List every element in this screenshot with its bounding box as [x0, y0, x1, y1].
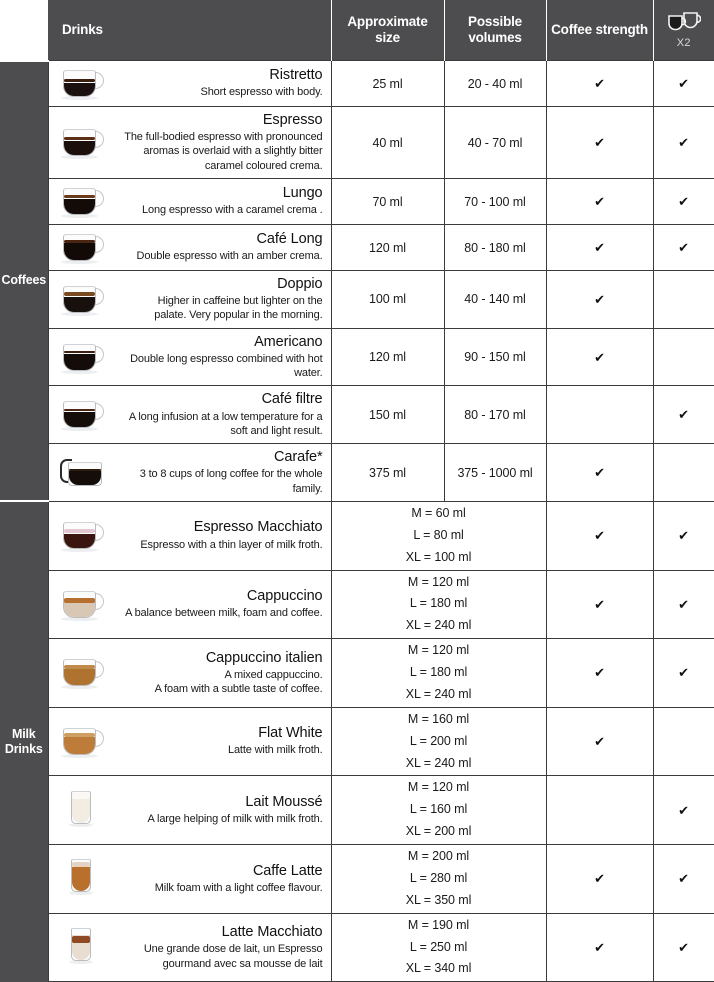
drink-image-cell: [48, 501, 118, 570]
drink-volume-line: XL = 240 ml: [405, 755, 472, 770]
checkmark-icon: ✔: [678, 195, 689, 211]
double-shot-cell: [653, 61, 714, 107]
drink-cup-illustration: [60, 279, 106, 317]
double-shot-cell: [653, 776, 714, 845]
drink-name: Flat White: [258, 725, 323, 742]
drink-approximate-size-cell: 70 ml: [331, 179, 444, 225]
coffee-strength-cell: [546, 707, 653, 776]
header-drinks: Drinks: [48, 0, 331, 61]
cup-liquid: [64, 83, 95, 96]
drink-name: Doppio: [277, 276, 323, 293]
checkmark-icon: ✔: [678, 77, 689, 92]
cup-crema: [72, 936, 90, 943]
drink-volume-line: L = 180 ml: [409, 665, 468, 680]
cup-liquid: [64, 601, 95, 617]
checkmark-icon: ✔: [678, 666, 689, 682]
double-shot-cell: [653, 570, 714, 639]
cup-crema: [72, 862, 90, 867]
table-body: [0, 61, 714, 982]
checkmark-icon: ✔: [594, 735, 605, 751]
drink-name: Ristretto: [269, 67, 323, 84]
cup-liquid: [64, 354, 95, 370]
table-header: [0, 0, 714, 61]
checkmark-icon: ✔: [594, 940, 605, 956]
checkmark-icon: ✔: [594, 292, 605, 308]
table-row: [0, 179, 714, 225]
category-label-coffees: [0, 61, 48, 502]
drink-volumes-cell: [331, 570, 546, 639]
double-shot-cell: [653, 107, 714, 179]
double-shot-cell: [653, 328, 714, 386]
drink-name-cell: [118, 225, 331, 271]
drink-volumes-cell: [331, 639, 546, 708]
drink-volume-line: XL = 100 ml: [405, 549, 472, 564]
drink-name: Lungo: [282, 185, 323, 202]
drink-name-cell: [118, 107, 331, 179]
drink-name-cell: [118, 328, 331, 386]
checkmark-icon: ✔: [594, 466, 605, 482]
cup-crema: [69, 469, 101, 471]
drink-image-cell: [48, 444, 118, 502]
drink-image-cell: [48, 271, 118, 329]
table-row: [0, 776, 714, 845]
table-row: [0, 501, 714, 570]
double-cup-icon: [667, 10, 701, 36]
drink-image-cell: [48, 845, 118, 914]
double-shot-cell: [653, 913, 714, 982]
drink-description: A large helping of milk with milk froth.: [147, 813, 323, 826]
table-row: [0, 386, 714, 444]
drink-name: Carafe*: [274, 449, 323, 466]
cup-liquid: [64, 737, 95, 754]
drink-cup-illustration: [60, 394, 106, 432]
drink-name-cell: [118, 707, 331, 776]
drink-name-cell: [118, 179, 331, 225]
checkmark-icon: ✔: [594, 529, 605, 545]
drink-volumes-cell: [331, 501, 546, 570]
drink-name-cell: [118, 776, 331, 845]
table-row: [0, 107, 714, 179]
drink-volumes-cell: [331, 913, 546, 982]
drink-name-cell: [118, 444, 331, 502]
checkmark-icon: ✔: [594, 597, 605, 613]
cup-liquid: [64, 297, 95, 312]
header-possible-volumes: [444, 0, 546, 61]
drink-cup-illustration: [60, 858, 106, 896]
drink-volumes-cell: [331, 845, 546, 914]
header-approximate-size: [331, 0, 444, 61]
drink-cup-illustration: [60, 63, 106, 101]
drink-name: Cappuccino: [246, 588, 323, 605]
drink-volume-line: L = 80 ml: [413, 527, 464, 542]
drink-volume-line: M = 120 ml: [407, 643, 470, 658]
drink-cup-illustration: [60, 337, 106, 375]
drink-description: Short espresso with body.: [200, 86, 323, 99]
cup-liquid: [64, 534, 95, 548]
checkmark-icon: ✔: [594, 872, 605, 888]
checkmark-icon: ✔: [678, 529, 689, 545]
drink-volume-line: XL = 350 ml: [405, 892, 472, 907]
drink-cup-illustration: [60, 227, 106, 265]
cup-crema: [64, 292, 95, 296]
checkmark-icon: ✔: [594, 350, 605, 366]
drink-name: Café Long: [256, 231, 323, 248]
drink-description: Double long espresso combined with hot water.: [130, 352, 323, 380]
double-shot-label: X2: [676, 36, 691, 49]
checkmark-icon: ✔: [678, 803, 689, 819]
drink-volume-line: L = 280 ml: [409, 870, 468, 885]
drink-description: Long espresso with a caramel crema .: [142, 204, 323, 217]
coffee-strength-cell: [546, 61, 653, 107]
checkmark-icon: ✔: [678, 872, 689, 888]
drink-volume-line: M = 190 ml: [407, 917, 470, 932]
cup-saucer: [61, 685, 98, 689]
cup-liquid: [64, 141, 95, 156]
drink-approximate-size-cell: 150 ml: [331, 386, 444, 444]
drink-description: Double espresso with an amber crema.: [136, 250, 323, 263]
drink-description: 3 to 8 cups of long coffee for the whole family.: [139, 468, 323, 495]
coffee-strength-cell: [546, 271, 653, 329]
checkmark-icon: ✔: [594, 666, 605, 682]
drink-possible-volumes-cell: 70 - 100 ml: [444, 179, 546, 225]
cup-crema: [64, 665, 95, 670]
drink-possible-volumes-cell: 80 - 170 ml: [444, 386, 546, 444]
drink-approximate-size-cell: 120 ml: [331, 225, 444, 271]
drink-cup-illustration: [60, 721, 106, 759]
coffee-strength-cell: [546, 444, 653, 502]
drink-description: A balance between milk, foam and coffee.: [125, 607, 323, 620]
drink-volume-line: L = 200 ml: [409, 733, 468, 748]
double-shot-cell: [653, 845, 714, 914]
drink-name-cell: [118, 845, 331, 914]
header-approximate-size-line2: size: [375, 30, 400, 45]
table-row: [0, 271, 714, 329]
drink-image-cell: [48, 639, 118, 708]
drink-volume-line: M = 60 ml: [411, 505, 466, 520]
drink-cup-illustration: [60, 122, 106, 160]
cup-body: [63, 234, 96, 261]
drink-image-cell: [48, 61, 118, 107]
drink-name: Espresso Macchiato: [193, 519, 323, 536]
drink-cup-illustration: [60, 515, 106, 553]
checkmark-icon: ✔: [594, 195, 605, 211]
drink-name-cell: [118, 61, 331, 107]
table-row: [0, 444, 714, 502]
drink-name: Cappuccino italien: [205, 649, 323, 666]
cup-liquid: [69, 471, 101, 485]
drink-name: Espresso: [262, 112, 323, 128]
drink-cup-illustration: [60, 584, 106, 622]
cup-liquid: [64, 199, 95, 215]
coffee-strength-cell: [546, 328, 653, 386]
cup-body: [63, 728, 96, 755]
drink-name: Café filtre: [261, 391, 323, 408]
cup-body: [68, 462, 102, 486]
drink-cup-illustration: [60, 790, 106, 828]
checkmark-icon: ✔: [594, 77, 605, 92]
category-label-line: Milk: [11, 727, 36, 742]
coffee-strength-cell: [546, 776, 653, 845]
header-coffee-strength: Coffee strength: [546, 0, 653, 61]
header-possible-volumes-line2: volumes: [468, 30, 522, 45]
cup-crema: [64, 137, 95, 141]
drink-name: Americano: [254, 333, 323, 350]
drink-image-cell: [48, 386, 118, 444]
cup-crema: [64, 195, 95, 198]
cup-body: [63, 522, 96, 549]
coffee-strength-cell: [546, 570, 653, 639]
drink-possible-volumes-cell: 90 - 150 ml: [444, 328, 546, 386]
cup-crema: [64, 240, 95, 243]
header-corner-spacer: [0, 0, 48, 61]
table-row: [0, 845, 714, 914]
table-row: [0, 328, 714, 386]
drink-volume-line: M = 120 ml: [407, 780, 470, 795]
double-shot-cell: [653, 386, 714, 444]
cup-crema: [64, 529, 95, 533]
drink-possible-volumes-cell: 20 - 40 ml: [444, 61, 546, 107]
double-shot-cell: [653, 225, 714, 271]
drink-volumes-cell: [331, 776, 546, 845]
header-row: [0, 0, 714, 61]
coffee-strength-cell: [546, 225, 653, 271]
checkmark-icon: ✔: [678, 940, 689, 956]
coffee-strength-cell: [546, 913, 653, 982]
drink-volume-line: L = 180 ml: [409, 596, 468, 611]
cup-crema: [64, 598, 95, 603]
table-row: [0, 61, 714, 107]
double-shot-cell: [653, 179, 714, 225]
header-possible-volumes-line1: Possible: [468, 14, 522, 30]
drink-volume-line: XL = 240 ml: [405, 618, 472, 633]
checkmark-icon: ✔: [678, 241, 689, 257]
drink-description: Higher in caffeine but lighter on the palate. Very popular in the morning.: [154, 295, 323, 322]
drink-volume-line: L = 250 ml: [409, 939, 468, 954]
drink-image-cell: [48, 179, 118, 225]
table-row: [0, 913, 714, 982]
drink-name-cell: [118, 271, 331, 329]
drink-approximate-size-cell: 120 ml: [331, 328, 444, 386]
drink-cup-illustration: [60, 181, 106, 219]
double-shot-cell: [653, 501, 714, 570]
coffee-strength-cell: [546, 845, 653, 914]
cup-liquid: [64, 412, 95, 428]
header-double-shot: [653, 0, 714, 61]
drink-description: Une grande dose de lait, un Espresso gourmand avec sa mousse de lait: [143, 943, 323, 970]
drink-description: Latte with milk froth.: [228, 744, 323, 757]
table-row: [0, 639, 714, 708]
double-shot-cell: [653, 444, 714, 502]
drink-volume-line: XL = 340 ml: [405, 961, 472, 976]
cup-body: [63, 286, 96, 313]
cup-body: [71, 859, 91, 892]
cup-body: [63, 591, 96, 618]
drink-approximate-size-cell: 25 ml: [331, 61, 444, 107]
drink-possible-volumes-cell: 375 - 1000 ml: [444, 444, 546, 502]
drink-description: Espresso with a thin layer of milk froth.: [140, 538, 323, 551]
cup-crema: [64, 733, 95, 737]
drink-image-cell: [48, 328, 118, 386]
cup-body: [63, 129, 96, 156]
category-label-milk-drinks: [0, 501, 48, 981]
drink-possible-volumes-cell: 40 - 140 ml: [444, 271, 546, 329]
coffee-strength-cell: [546, 107, 653, 179]
table-row: [0, 707, 714, 776]
drink-description: Milk foam with a light coffee flavour.: [154, 881, 323, 894]
coffee-strength-cell: [546, 179, 653, 225]
checkmark-icon: ✔: [594, 136, 605, 151]
drink-possible-volumes-cell: 80 - 180 ml: [444, 225, 546, 271]
drink-volume-line: M = 200 ml: [407, 849, 470, 864]
drink-image-cell: [48, 225, 118, 271]
drink-volume-line: L = 160 ml: [409, 802, 468, 817]
drink-name-cell: [118, 386, 331, 444]
cup-body: [71, 928, 91, 961]
checkmark-icon: ✔: [594, 241, 605, 257]
drink-name-cell: [118, 639, 331, 708]
cup-body: [63, 659, 96, 686]
drink-name-cell: [118, 570, 331, 639]
cup-crema: [64, 351, 95, 353]
cup-liquid: [72, 797, 90, 822]
drink-possible-volumes-cell: 40 - 70 ml: [444, 107, 546, 179]
drink-description: A long infusion at a low temperature for a soft and light result.: [128, 410, 323, 437]
header-approximate-size-line1: Approximate: [347, 14, 428, 30]
drink-name-cell: [118, 913, 331, 982]
cup-crema: [64, 409, 95, 411]
drink-cup-illustration: [60, 927, 106, 965]
cup-crema: [64, 79, 95, 82]
cup-body: [63, 344, 96, 371]
drink-name: Latte Macchiato: [221, 924, 323, 941]
double-shot-cell: [653, 707, 714, 776]
drink-image-cell: [48, 913, 118, 982]
coffee-strength-cell: [546, 639, 653, 708]
drink-name: Lait Moussé: [245, 793, 323, 810]
drink-image-cell: [48, 776, 118, 845]
drink-name: Caffe Latte: [252, 862, 323, 879]
drink-approximate-size-cell: 100 ml: [331, 271, 444, 329]
drink-image-cell: [48, 570, 118, 639]
double-shot-cell: [653, 271, 714, 329]
cup-liquid: [72, 867, 90, 891]
checkmark-icon: ✔: [678, 597, 689, 613]
double-shot-cell: [653, 639, 714, 708]
drink-description: A mixed cappuccino. A foam with a subtle taste of coffee.: [154, 668, 323, 696]
drink-volume-line: XL = 200 ml: [405, 824, 472, 839]
coffee-strength-cell: [546, 386, 653, 444]
table-row: [0, 570, 714, 639]
cup-body: [63, 401, 96, 428]
drink-volume-line: XL = 240 ml: [405, 686, 472, 701]
drink-image-cell: [48, 107, 118, 179]
drink-volume-line: M = 120 ml: [407, 574, 470, 589]
drink-image-cell: [48, 707, 118, 776]
drink-description: The full-bodied espresso with pronounced aromas is overlaid with a slightly bitter caramel coloured crema.: [124, 131, 323, 172]
table-row: [0, 225, 714, 271]
drink-cup-illustration: [60, 452, 106, 490]
coffee-strength-cell: [546, 501, 653, 570]
checkmark-icon: ✔: [678, 136, 689, 151]
drink-approximate-size-cell: 375 ml: [331, 444, 444, 502]
cup-body: [63, 70, 96, 97]
drink-name-cell: [118, 501, 331, 570]
drink-approximate-size-cell: 40 ml: [331, 107, 444, 179]
cup-body: [71, 791, 91, 824]
drink-cup-illustration: [60, 652, 106, 690]
drink-volume-line: M = 160 ml: [407, 711, 470, 726]
checkmark-icon: ✔: [678, 408, 689, 424]
cup-liquid: [64, 243, 95, 260]
category-label-line: Coffees: [1, 273, 46, 288]
cup-body: [63, 188, 96, 215]
cup-crema: [72, 793, 90, 799]
drink-volumes-cell: [331, 707, 546, 776]
cup-liquid: [64, 669, 95, 686]
category-label-line: Drinks: [4, 742, 43, 757]
